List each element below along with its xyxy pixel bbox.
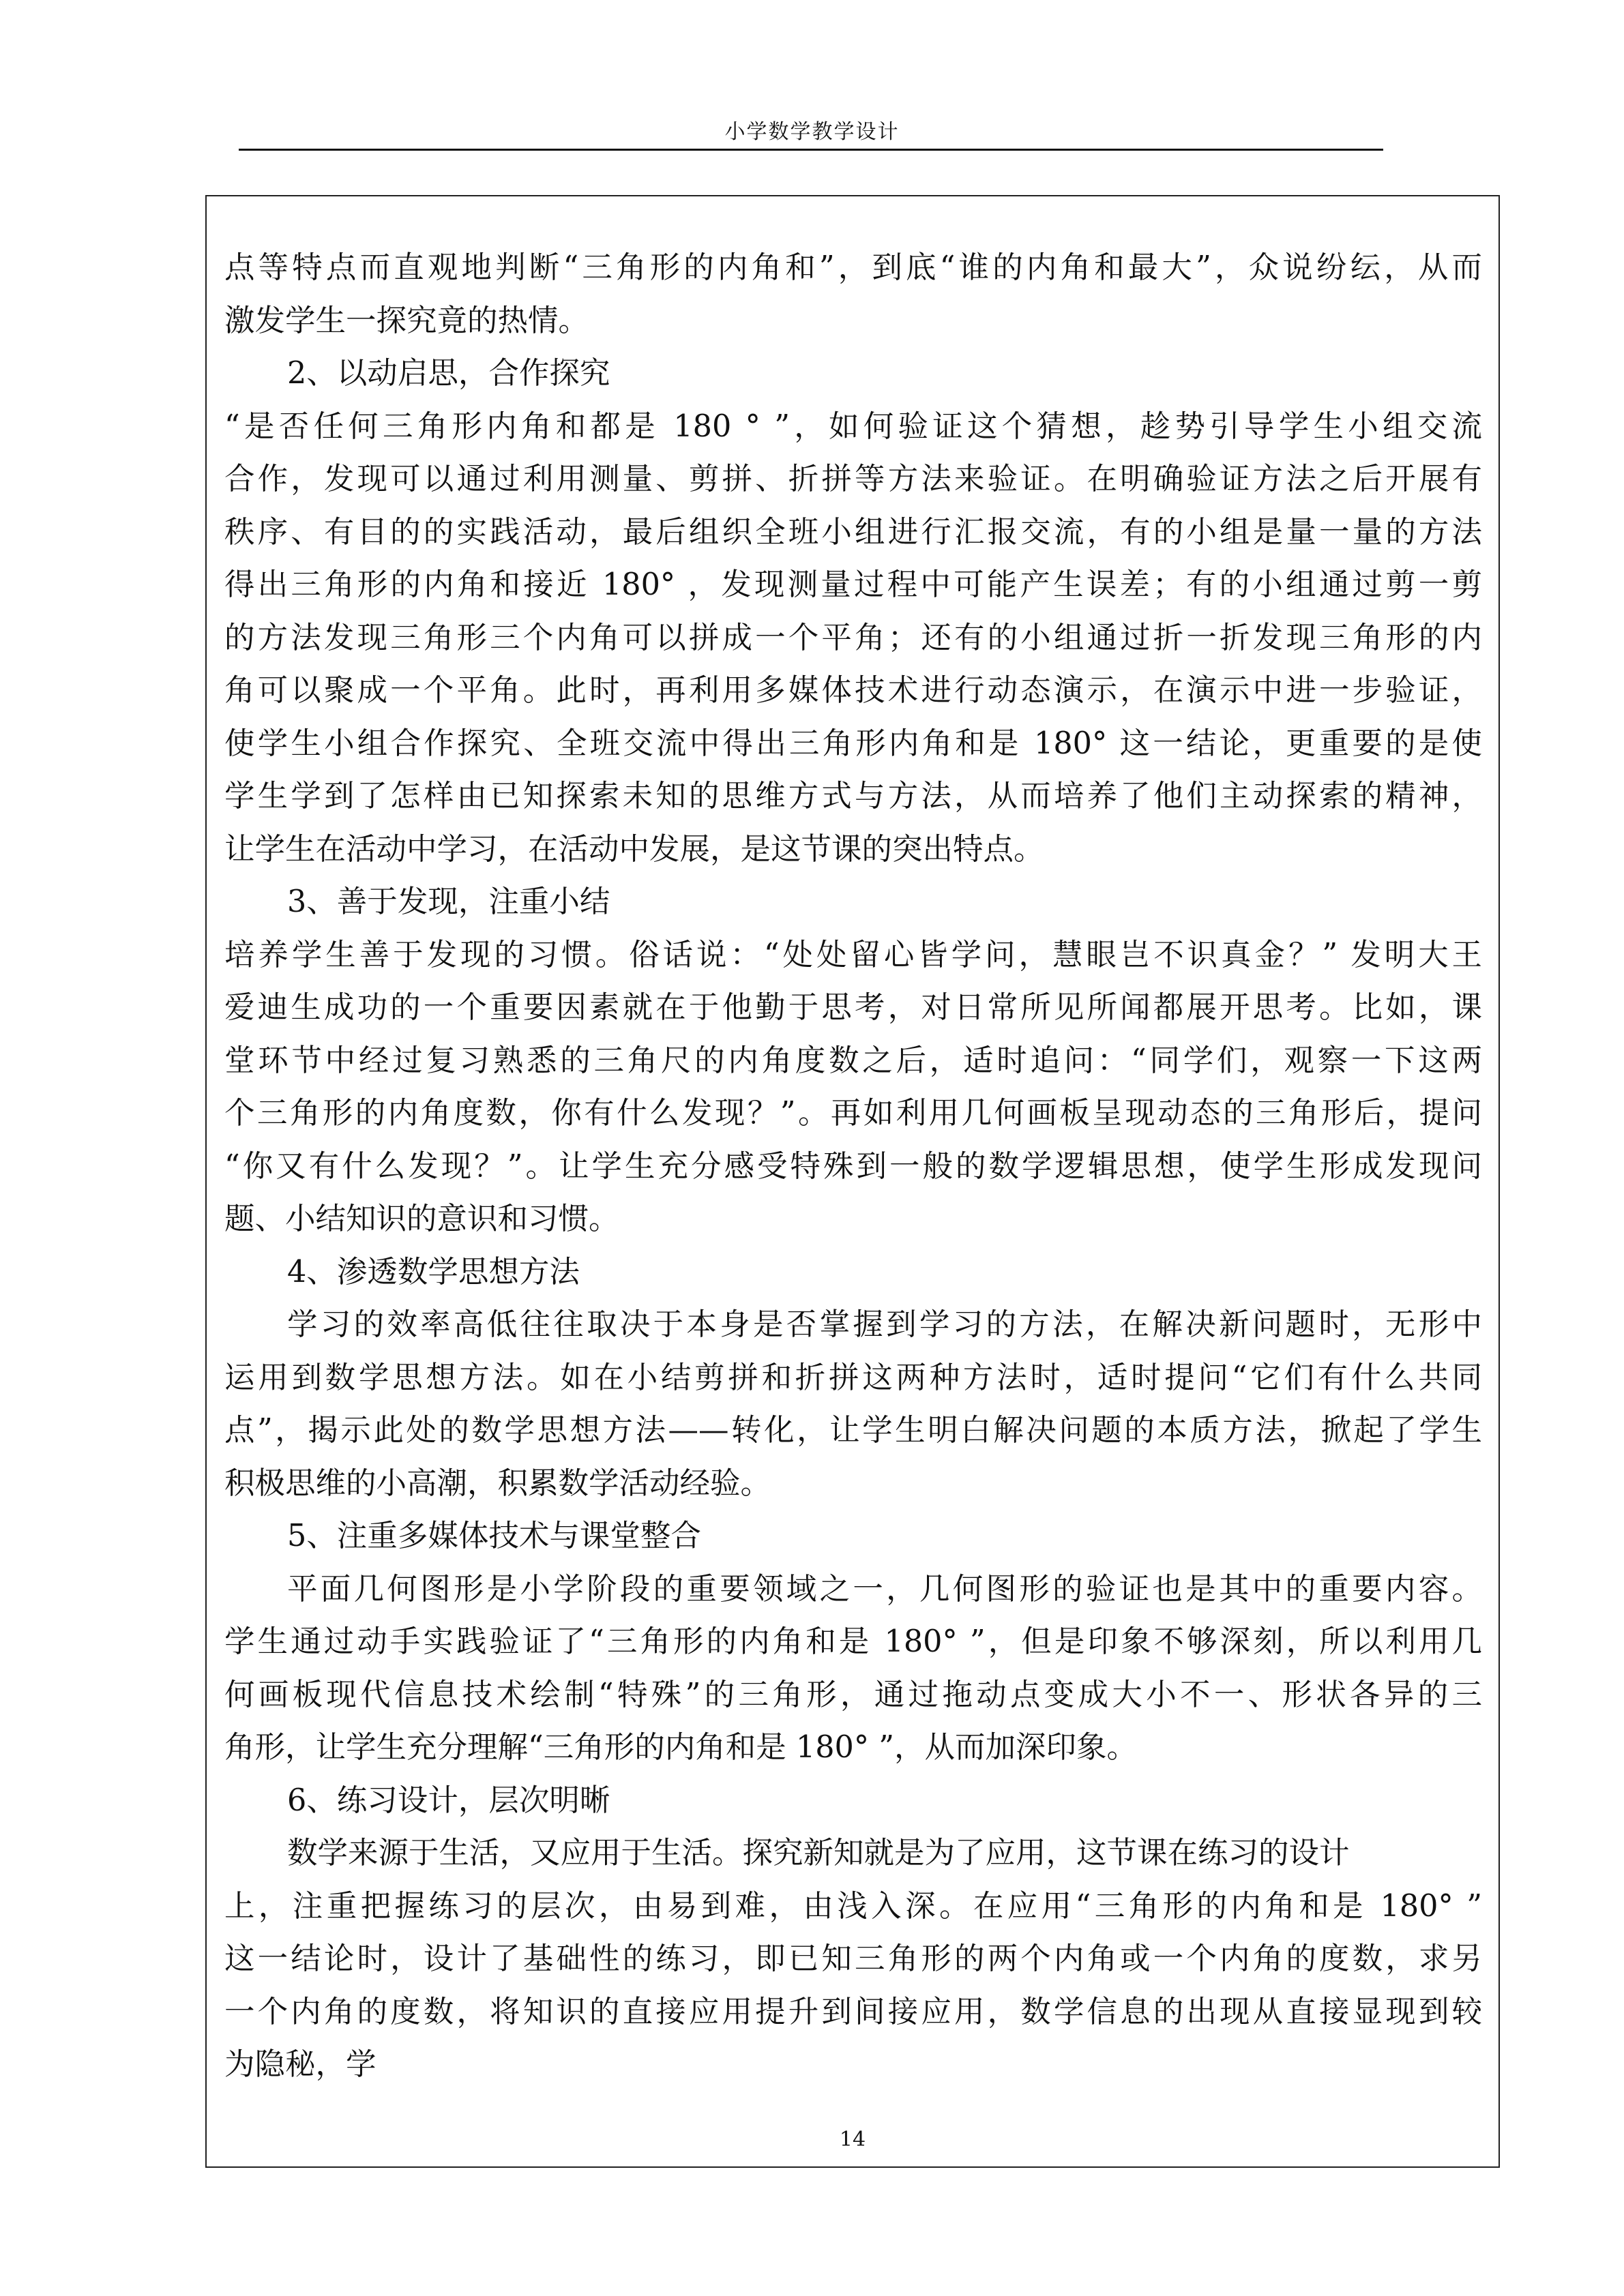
text-line: 题、小结知识的意识和习惯。 <box>224 1202 619 1236</box>
text-line: 点”，揭示此处的数学思想方法——转化，让学生明白解决问题的本质方法，掀起了学生 <box>224 1413 1482 1448</box>
text-line: 让学生在活动中学习，在活动中发展，是这节课的突出特点。 <box>224 831 1044 867</box>
text-line: 4、渗透数学思想方法 <box>287 1254 580 1289</box>
text-line: 积极思维的小高潮，积累数学活动经验。 <box>224 1465 771 1501</box>
text-line: 合作，发现可以通过利用测量、剪拼、折拼等方法来验证。在明确验证方法之后开展有 <box>224 462 1482 496</box>
text-line: 爱迪生成功的一个重要因素就在于他勤于思考，对日常所见所闻都展开思考。比如，课 <box>224 990 1482 1025</box>
text-line: 得出三角形的内角和接近 180° ，发现测量过程中可能产生误差；有的小组通过剪一剪 <box>224 567 1482 602</box>
text-line: 个三角形的内角度数，你有什么发现？”。再如利用几何画板呈现动态的三角形后，提问 <box>224 1096 1482 1131</box>
header-divider <box>239 149 1383 151</box>
text-line: 学生通过动手实践验证了“三角形的内角和是 180° ”，但是印象不够深刻，所以利用几 <box>224 1624 1482 1659</box>
text-line: 角可以聚成一个平角。此时，再利用多媒体技术进行动态演示，在演示中进一步验证， <box>224 673 1482 708</box>
text-line: 上，注重把握练习的层次，由易到难，由浅入深。在应用“三角形的内角和是 180° ” <box>224 1888 1482 1924</box>
content-frame <box>205 195 1500 2168</box>
text-line: 角形，让学生充分理解“三角形的内角和是 180° ”，从而加深印象。 <box>224 1730 1137 1765</box>
text-line: 激发学生一探究竟的热情。 <box>224 303 589 338</box>
text-line: “是否任何三角形内角和都是 180 ° ”，如何验证这个猜想，趁势引导学生小组交流 <box>224 408 1482 444</box>
text-line: 堂环节中经过复习熟悉的三角尺的内角度数之后，适时追问：“同学们，观察一下这两 <box>224 1043 1482 1078</box>
text-line: 3、善于发现，注重小结 <box>287 884 610 919</box>
text-line: 2、以动启思，合作探究 <box>287 356 610 391</box>
text-line: 5、注重多媒体技术与课堂整合 <box>287 1519 701 1553</box>
text-line: 学生学到了怎样由已知探索未知的思维方式与方法，从而培养了他们主动探索的精神， <box>224 779 1482 814</box>
text-line: 运用到数学思想方法。如在小结剪拼和折拼这两种方法时，适时提问“它们有什么共同 <box>224 1360 1482 1395</box>
page-header-title: 小学数学教学设计 <box>724 120 900 144</box>
text-line: 一个内角的度数，将知识的直接应用提升到间接应用，数学信息的出现从直接显现到较 <box>224 1994 1482 2029</box>
text-line: 秩序、有目的的实践活动，最后组织全班小组进行汇报交流，有的小组是量一量的方法 <box>224 514 1482 550</box>
text-line: 使学生小组合作探究、全班交流中得出三角形内角和是 180° 这一结论，更重要的是使 <box>224 726 1482 761</box>
text-line: 何画板现代信息技术绘制“特殊”的三角形，通过拖动点变成大小不一、形状各异的三 <box>224 1677 1482 1712</box>
text-line: 这一结论时，设计了基础性的练习，即已知三角形的两个内角或一个内角的度数，求另 <box>224 1941 1482 1976</box>
text-line: 的方法发现三角形三个内角可以拼成一个平角；还有的小组通过折一折发现三角形的内 <box>224 620 1482 655</box>
text-line: 6、练习设计，层次明晰 <box>287 1783 610 1818</box>
body-text <box>224 241 1482 2091</box>
text-line: 点等特点而直观地判断“三角形的内角和”，到底“谁的内角和最大”，众说纷纭，从而 <box>224 250 1482 285</box>
text-line: 平面几何图形是小学阶段的重要领域之一，几何图形的验证也是其中的重要内容。 <box>287 1571 1482 1607</box>
text-line: 数学来源于生活，又应用于生活。探究新知就是为了应用，这节课在练习的设计 <box>287 1836 1350 1870</box>
text-line: 为隐秘，学 <box>224 2047 377 2082</box>
text-line: “你又有什么发现？”。让学生充分感受特殊到一般的数学逻辑思想，使学生形成发现问 <box>224 1148 1482 1184</box>
page-number: 14 <box>839 2128 866 2151</box>
text-line: 培养学生善于发现的习惯。俗话说：“处处留心皆学问，慧眼岂不识真金？” 发明大王 <box>224 937 1482 972</box>
text-line: 学习的效率高低往往取决于本身是否掌握到学习的方法，在解决新问题时，无形中 <box>287 1307 1482 1342</box>
